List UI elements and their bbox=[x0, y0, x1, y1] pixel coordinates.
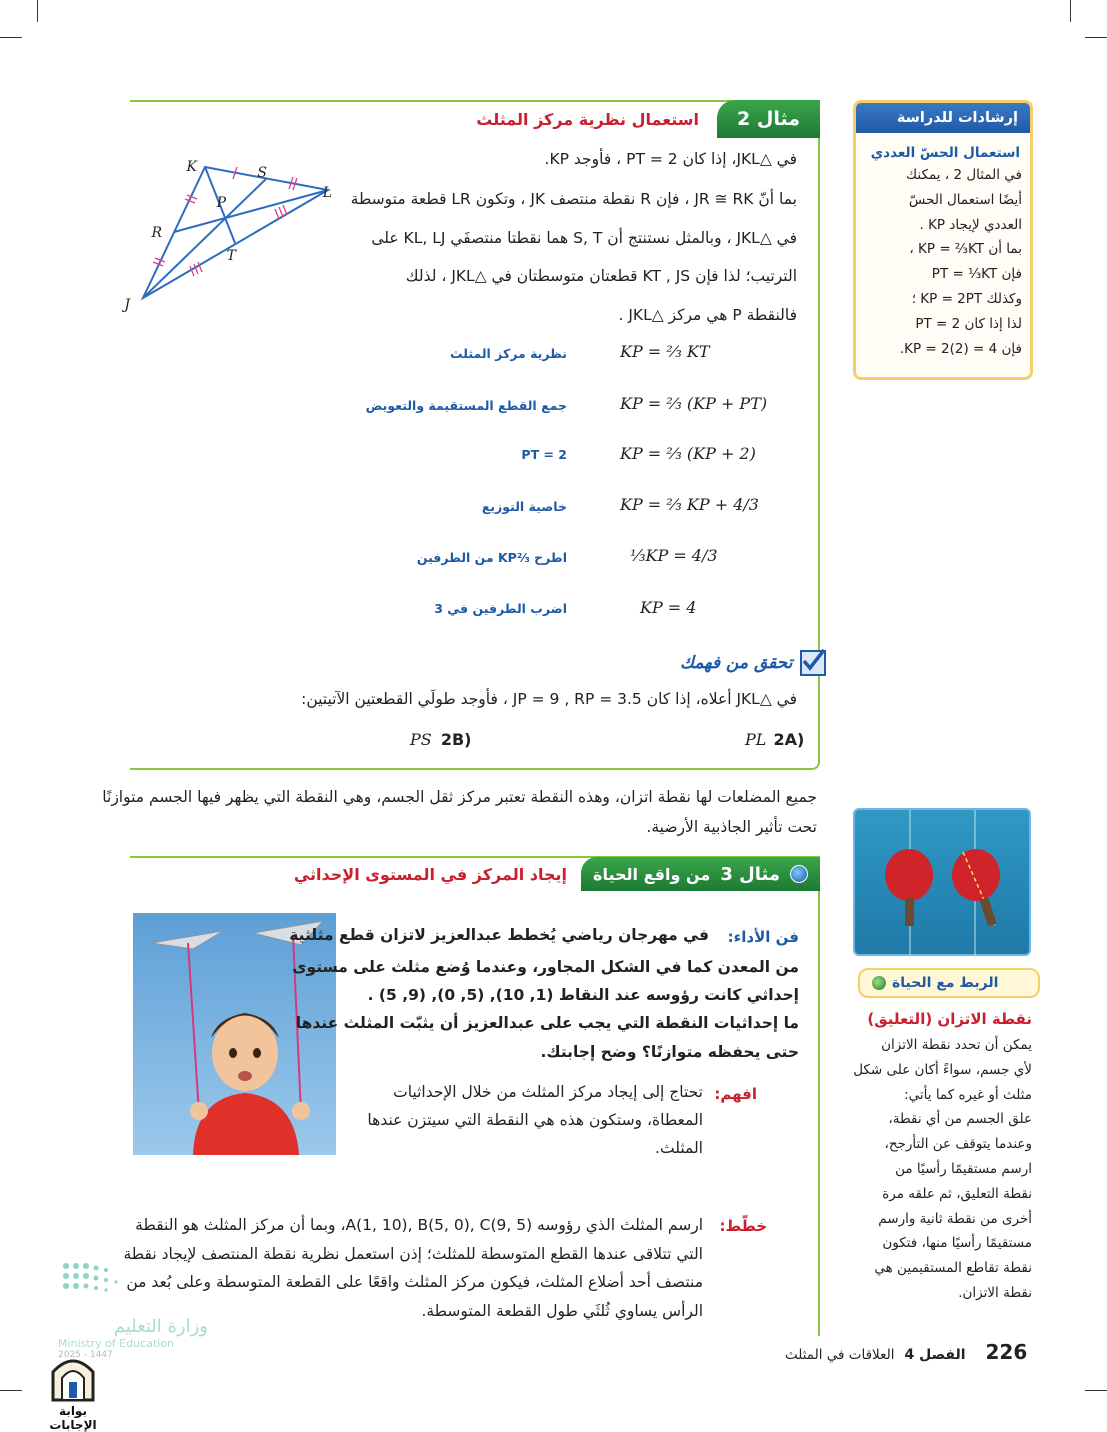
ministry-name-ar: وزارة التعليم bbox=[113, 1316, 208, 1337]
real-world-line: أخرى من نقطة ثانية وارسم bbox=[878, 1210, 1032, 1227]
art-line-2: من المعدن كما في الشكل المجاور، وعندما وُضع مثلث على مستوى bbox=[292, 958, 799, 976]
real-world-line: يمكن أن تحدد نقطة الاتزان bbox=[881, 1037, 1032, 1053]
art-line-3: إحداثي كانت رؤوسه عند النقاط (1, 10), (5, 0), (9, 5) . bbox=[367, 986, 799, 1004]
study-tip-line: وكذلك KP = 2PT ؛ bbox=[911, 290, 1022, 307]
triangle-jkl bbox=[143, 167, 328, 298]
check-item-2b bbox=[410, 730, 471, 749]
check-item-2a bbox=[745, 730, 804, 749]
real-world-line: نقطة تقاطع المستقيمين هي bbox=[874, 1260, 1032, 1277]
paddle-photo bbox=[853, 808, 1031, 956]
step-4-reason: خاصية التوزيع bbox=[481, 499, 567, 514]
step-2-equation: KP = ⅔ (KP + PT) bbox=[620, 394, 768, 413]
understand-label: افهم: bbox=[714, 1085, 757, 1103]
step-2-reason: جمع القطع المستقيمة والتعويض bbox=[365, 398, 567, 413]
triangle-figure bbox=[125, 155, 350, 315]
plan-label: خطّط: bbox=[719, 1217, 767, 1235]
plan-line-4: الرأس يساوي ثُلثَي طول القطعة المتوسطة. bbox=[421, 1302, 703, 1320]
label-k: K bbox=[186, 159, 197, 175]
study-tip-box bbox=[853, 100, 1033, 380]
step-6-equation: KP = 4 bbox=[640, 598, 697, 617]
study-tip-line: بما أن KP = ⅔KT ، bbox=[909, 241, 1022, 258]
art-line-5: حتى يحفظه متوازنًا؟ وضح إجابتك. bbox=[540, 1043, 799, 1061]
study-tip-line: أيضًا استعمال الحسّ bbox=[908, 191, 1022, 208]
real-world-header-label: الربط مع الحياة bbox=[892, 975, 999, 991]
example-2-line-1: في △JKL، إذا كان PT = 2 ، فأوجد KP. bbox=[544, 150, 797, 168]
ministry-dots-logo bbox=[58, 1258, 148, 1298]
intro-line-1: جميع المضلعات لها نقطة اتزان، وهذه النقطة تعتبر مركز ثقل الجسم، وهي النقطة التي يظهر فيها الجسم متوازنًا bbox=[102, 788, 817, 806]
page-number: 226 bbox=[985, 1340, 1028, 1364]
example-2-tab: مثال 2 bbox=[717, 100, 820, 138]
step-3-equation: KP = ⅔ (KP + 2) bbox=[620, 444, 756, 463]
page-footer bbox=[785, 1340, 1027, 1364]
label-j: J bbox=[124, 297, 130, 313]
step-6-reason: اضرب الطرفين في 3 bbox=[434, 601, 567, 616]
study-tip-line: في المثال 2 ، يمكنك bbox=[906, 167, 1022, 183]
real-world-line: وعندما يتوقف عن التأرجح، bbox=[884, 1136, 1032, 1153]
label-s: S bbox=[257, 165, 267, 181]
example-3-tag: من واقع الحياة bbox=[593, 864, 711, 884]
example-2-header bbox=[450, 100, 820, 138]
study-tip-line: لذا إذا كان PT = 2 bbox=[915, 315, 1022, 332]
example-3-tab bbox=[581, 857, 820, 891]
example-2-line-5: فالنقطة P هي مركز △JKL . bbox=[618, 306, 797, 324]
study-tip-line: العددي لإيجاد KP . bbox=[919, 216, 1022, 233]
crop-mark bbox=[1085, 1390, 1107, 1391]
real-world-line: مثلث أو غيره كما يأتي: bbox=[904, 1086, 1032, 1103]
ministry-name-en: Ministry of Education bbox=[58, 1337, 175, 1350]
step-4-equation: KP = ⅔ KP + 4/3 bbox=[620, 495, 759, 514]
understand-line-2: المعطاة، وستكون هذه هي النقطة التي سيتزن عندها bbox=[367, 1111, 703, 1129]
plan-line-2: التي تتلاقى عندها القطع المتوسطة للمثلث؛ إذن استعمل نظرية نقطة المنتصف لإيجاد نقطة bbox=[123, 1245, 703, 1263]
answers-gate-text: بوابة الإجابات bbox=[49, 1404, 97, 1432]
label-t: T bbox=[226, 248, 236, 264]
study-tip-subheader: استعمال الحسّ العددي bbox=[870, 145, 1020, 161]
check-item-2b-label: PS bbox=[410, 730, 432, 749]
check-title: تحقق من فهمك bbox=[680, 653, 793, 673]
crop-mark bbox=[0, 1390, 22, 1391]
check-item-2a-label: PL bbox=[745, 730, 767, 749]
real-world-line: مستقيمًا رأسيًا منها، فتكون bbox=[882, 1235, 1032, 1252]
real-world-line: لأي جسم، سواءً أكان على شكل bbox=[853, 1061, 1032, 1078]
globe-icon bbox=[872, 976, 886, 990]
example-3-tab-label: مثال 3 bbox=[720, 863, 780, 885]
label-r: R bbox=[151, 225, 162, 241]
ministry-year: 2025 - 1447 bbox=[58, 1350, 113, 1360]
answers-gate-logo bbox=[38, 1350, 108, 1432]
label-p: P bbox=[216, 195, 226, 211]
art-label: فن الأداء: bbox=[727, 928, 799, 946]
study-tip-line: فإن PT = ⅓KT bbox=[931, 266, 1022, 283]
crop-mark bbox=[37, 0, 38, 22]
chapter-number: الفصل 4 bbox=[904, 1347, 966, 1363]
check-item-2b-number: 2B) bbox=[440, 730, 472, 749]
example-2-title: استعمال نظرية مركز المثلث bbox=[476, 109, 699, 129]
art-line-1: في مهرجان رياضي يُخطط عبدالعزيز لاتزان قطع مثلثية bbox=[289, 926, 709, 944]
real-world-line: علق الجسم من أي نقطة، bbox=[888, 1111, 1032, 1128]
example-3-title: إيجاد المركز في المستوى الإحداثي bbox=[293, 864, 568, 884]
crop-mark bbox=[1085, 37, 1107, 38]
example-2-line-3: في △JKL ، وبالمثل نستنتج أن S, T هما نقطتا منتصفَي KL, LJ على bbox=[371, 229, 797, 247]
intro-line-2: تحت تأثير الجاذبية الأرضية. bbox=[646, 818, 817, 836]
real-world-line: نقطة الاتزان. bbox=[958, 1284, 1032, 1301]
chapter-title: العلاقات في المثلث bbox=[785, 1347, 895, 1363]
real-world-line: ارسم مستقيمًا رأسيًا من bbox=[895, 1160, 1032, 1177]
check-header bbox=[680, 650, 826, 676]
median-lr bbox=[174, 190, 328, 232]
step-5-reason: اطرح ⅔KP من الطرفين bbox=[416, 550, 567, 565]
art-line-4: ما إحداثيات النقطة التي يجب على عبدالعزيز أن يثبّت المثلث عندها bbox=[295, 1014, 799, 1032]
study-tip-line: فإن KP = 2(2) = 4. bbox=[899, 340, 1022, 357]
check-prompt: في △JKL أعلاه، إذا كان JP = 9 , RP = 3.5 ، فأوجد طولَي القطعتين الآتيتين: bbox=[301, 690, 797, 708]
study-tip-header: إرشادات للدراسة bbox=[856, 103, 1030, 133]
check-item-2a-number: 2A) bbox=[773, 730, 805, 749]
plan-line-1: ارسم المثلث الذي رؤوسه A(1, 10), B(5, 0), C(9, 5)، وبما أن مركز المثلث هو النقطة bbox=[135, 1216, 703, 1234]
real-world-title: نقطة الاتزان (التعليق) bbox=[867, 1010, 1032, 1028]
step-3-reason: PT = 2 bbox=[521, 447, 567, 462]
step-5-equation: ⅓KP = 4/3 bbox=[630, 546, 718, 565]
example-3-header bbox=[260, 856, 820, 892]
real-world-body bbox=[853, 1033, 1032, 1306]
real-world-line: نقطة التعليق، ثم علقه مرة bbox=[882, 1185, 1032, 1202]
understand-line-3: المثلث. bbox=[655, 1139, 703, 1157]
step-1-reason: نظرية مركز المثلث bbox=[450, 346, 567, 361]
label-l: L bbox=[322, 185, 332, 201]
understand-line-1: تحتاج إلى إيجاد مركز المثلث من خلال الإحداثيات bbox=[393, 1083, 703, 1101]
example-2-line-2: بما أنّ JR ≅ RK ، فإن R نقطة منتصف JK ، وتكون LR قطعة متوسطة bbox=[350, 190, 797, 208]
example-2-line-4: الترتيب؛ لذا فإن KT , JS قطعتان متوسطتان في △JKL ، لذلك bbox=[405, 267, 797, 285]
step-1-equation: KP = ⅔ KT bbox=[620, 342, 710, 361]
crop-mark bbox=[1070, 0, 1071, 22]
globe-icon bbox=[790, 865, 808, 883]
real-world-header bbox=[858, 968, 1040, 998]
checkbox-icon bbox=[800, 650, 826, 676]
plan-line-3: منتصف أحد أضلاع المثلث، فيكون مركز المثلث واقعًا على القطعة المتوسطة وعلى بُعد من bbox=[126, 1273, 703, 1291]
crop-mark bbox=[0, 37, 22, 38]
